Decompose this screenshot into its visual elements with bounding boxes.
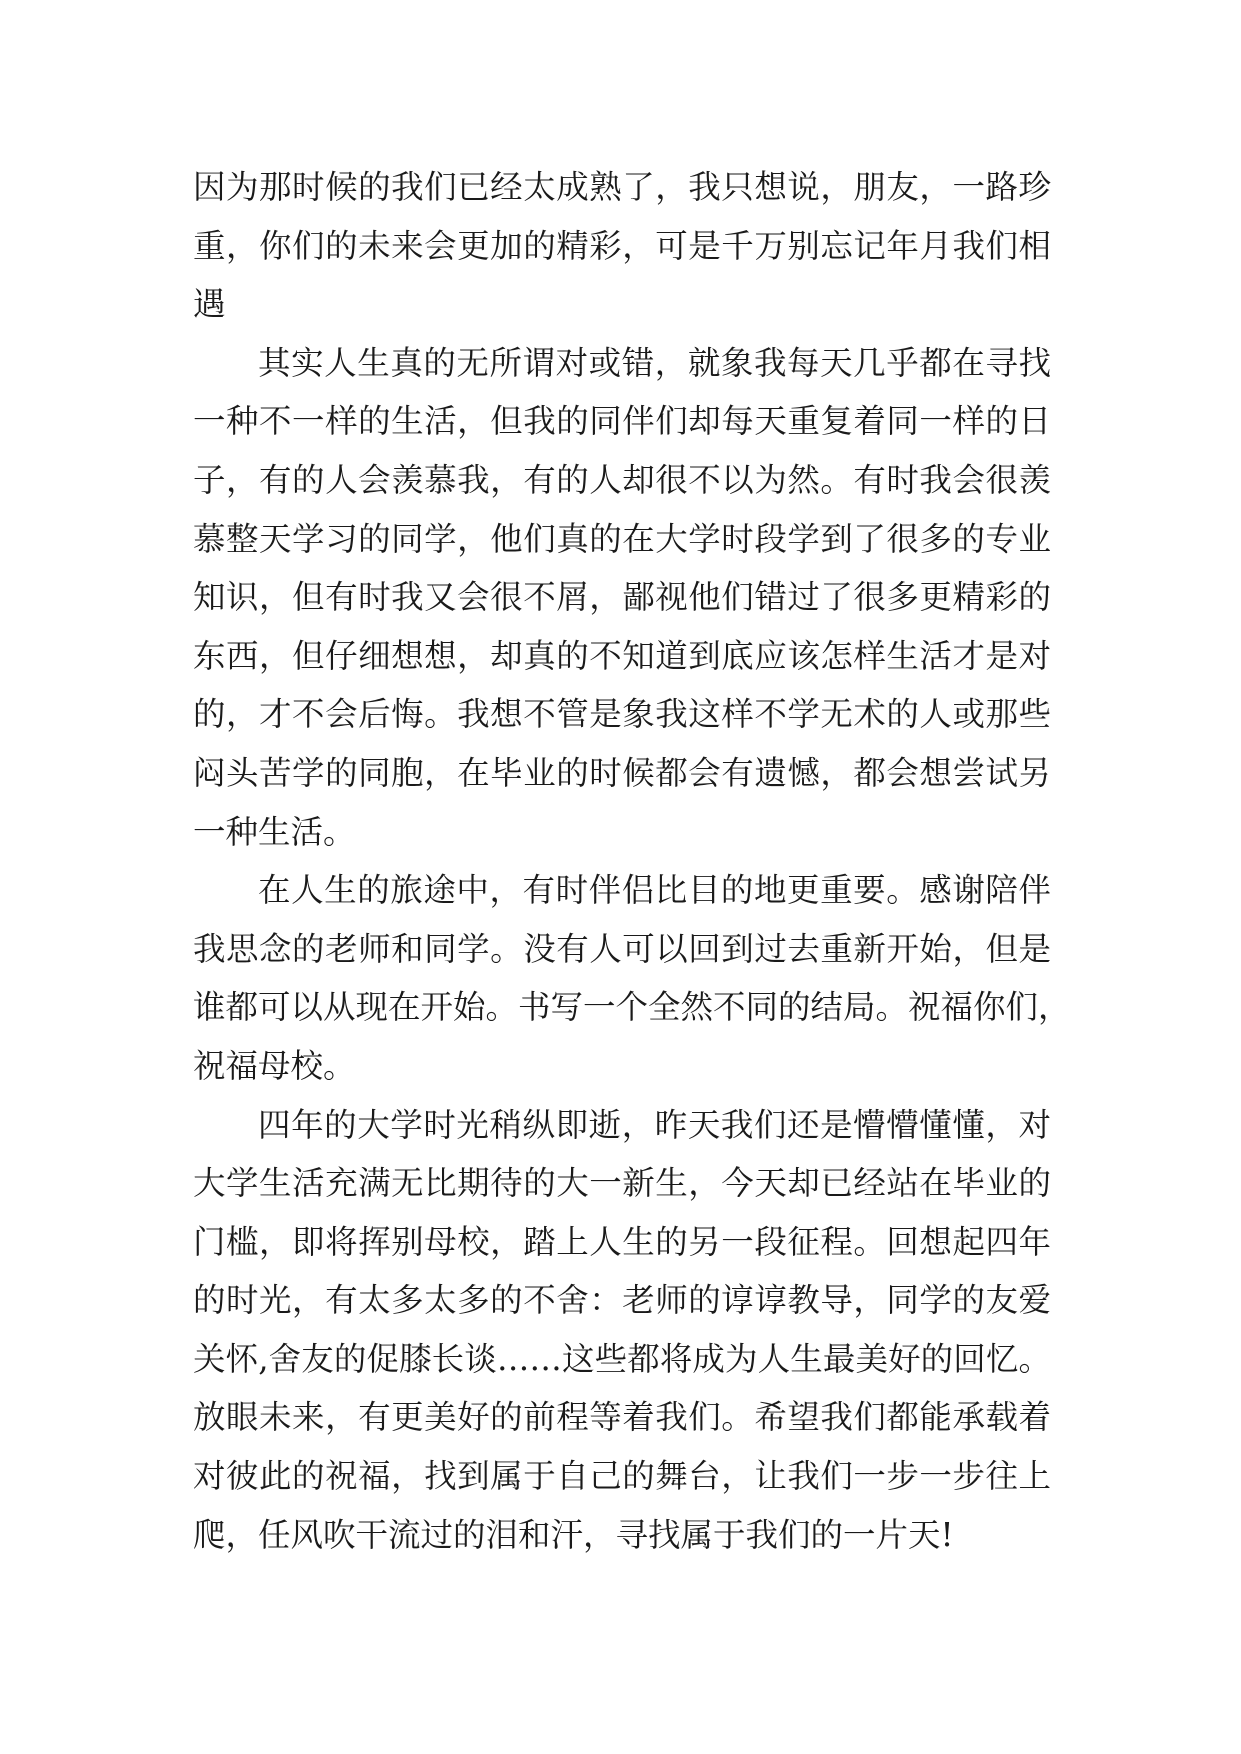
text-line: 其实人生真的无所谓对或错，就象我每天几乎都在寻找 <box>258 343 1051 382</box>
text-line: 爬，任风吹干流过的泪和汗，寻找属于我们的一片天! <box>193 1515 954 1554</box>
text-line: 一种不一样的生活，但我的同伴们却每天重复着同一样的日 <box>193 402 1051 441</box>
paragraph <box>193 861 1071 1095</box>
text-line: 四年的大学时光稍纵即逝，昨天我们还是懵懵懂懂，对 <box>258 1105 1051 1144</box>
text-line: 祝福母校。 <box>193 1046 356 1085</box>
text-line: 闷头苦学的同胞，在毕业的时候都会有遗憾，都会想尝试另 <box>193 753 1051 792</box>
text-line: 慕整天学习的同学，他们真的在大学时段学到了很多的专业 <box>193 519 1051 558</box>
paragraph <box>193 334 1051 861</box>
text-line: 大学生活充满无比期待的大一新生，今天却已经站在毕业的 <box>193 1164 1051 1203</box>
text-line: 知识，但有时我又会很不屑，鄙视他们错过了很多更精彩的 <box>193 578 1051 617</box>
text-line: 重，你们的未来会更加的精彩，可是千万别忘记年月我们相 <box>193 226 1051 265</box>
text-line: 一种生活。 <box>193 812 356 851</box>
text-line: 遇 <box>193 285 226 324</box>
text-line: 放眼未来，有更美好的前程等着我们。希望我们都能承载着 <box>193 1398 1051 1437</box>
text-line: 门槛，即将挥别母校，踏上人生的另一段征程。回想起四年 <box>193 1222 1051 1261</box>
text-line: 因为那时候的我们已经太成熟了，我只想说，朋友，一路珍 <box>193 168 1051 206</box>
paragraph <box>193 1096 1051 1565</box>
text-line: 的时光，有太多太多的不舍：老师的谆谆教导，同学的友爱 <box>193 1281 1051 1320</box>
text-line: 我思念的老师和同学。没有人可以回到过去重新开始，但是 <box>193 929 1051 968</box>
text-line: 子，有的人会羡慕我，有的人却很不以为然。有时我会很羡 <box>193 460 1051 499</box>
text-line: 在人生的旅途中，有时伴侣比目的地更重要。感谢陪伴 <box>258 871 1051 910</box>
text-line: 对彼此的祝福，找到属于自己的舞台，让我们一步一步往上 <box>193 1457 1051 1496</box>
body-text <box>193 158 1071 1564</box>
paragraph <box>193 158 1051 334</box>
text-line: 谁都可以从现在开始。书写一个全然不同的结局。祝福你们， <box>193 988 1071 1027</box>
text-line: 的，才不会后悔。我想不管是象我这样不学无术的人或那些 <box>193 695 1051 734</box>
text-line: 东西，但仔细想想，却真的不知道到底应该怎样生活才是对 <box>193 636 1051 675</box>
text-line: 关怀,舍友的促膝长谈……这些都将成为人生最美好的回忆。 <box>193 1339 1051 1378</box>
